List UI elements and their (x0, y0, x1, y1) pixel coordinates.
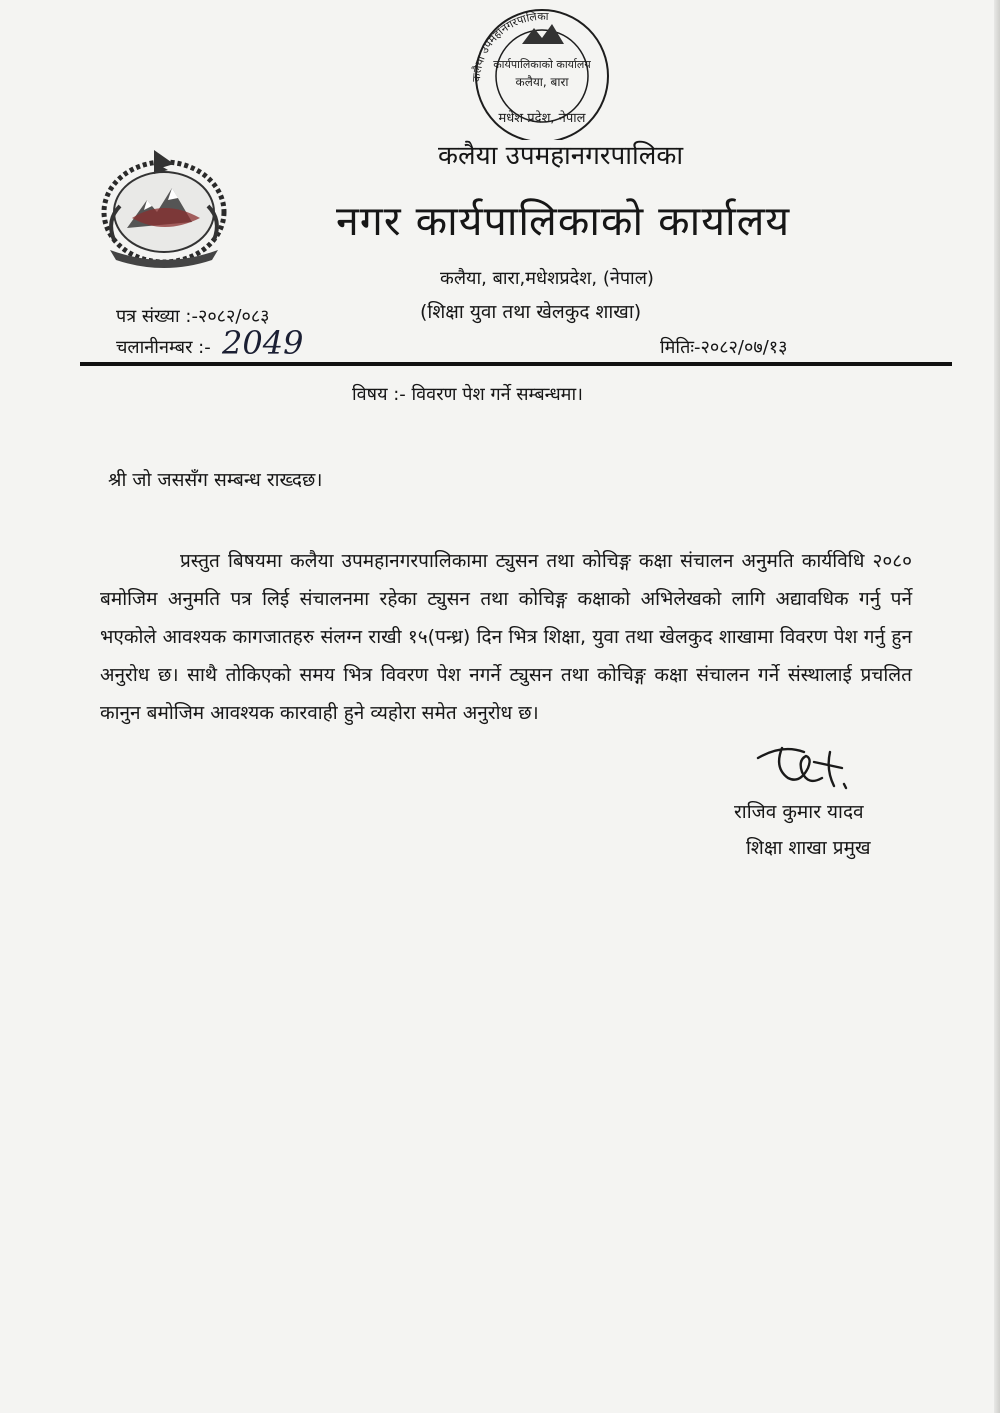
office-section: (शिक्षा युवा तथा खेलकुद शाखा) (420, 301, 642, 323)
letter-body: प्रस्तुत बिषयमा कलैया उपमहानगरपालिकामा ट्युसन तथा कोचिङ्ग कक्षा संचालन अनुमति कार्यविधि २०८० बमोजिम अनुमति पत्र लिई संचालनमा रहेका ट्युसन तथा कोचिङ्ग कक्षाको अभिलेखको लागि अद्यावधिक गर्नु पर्ने भएकोले आवश्यक कागजातहरु संलग्न राखी १५(पन्ध्र) दिन भित्र शिक्षा, युवा तथा खेलकुद शाखामा विवरण पेश गर्नु हुन अनुरोध छ। साथै तोकिएको समय भित्र विवरण पेश नगर्ने ट्युसन तथा कोचिङ्ग कक्षा संचालन गर्ने संस्थालाई प्रचलित कानुन बमोजिम आवश्यक कारवाही हुने व्यहोरा समेत अनुरोध छ। (100, 550, 912, 724)
office-stamp (462, 4, 622, 140)
signatory-name: राजिव कुमार यादव (734, 801, 864, 823)
municipality-name: कलैया उपमहानगरपालिका (438, 141, 684, 171)
header-divider (80, 362, 952, 366)
signatory-title: शिक्षा शाखा प्रमुख (746, 837, 871, 859)
dispatch-number-label: चलानीनम्बर :- (116, 337, 211, 358)
stamp-arc-text: कलैया उपमहानगरपालिका (469, 9, 549, 83)
letter-subject: विषय :- विवरण पेश गर्ने सम्बन्धमा। (352, 384, 583, 405)
stamp-line-2: कार्यपालिकाको कार्यालय (493, 58, 591, 71)
dispatch-number-handwritten: 2049 (222, 324, 304, 362)
letter-date: मितिः-२०८२/०७/१३ (660, 337, 788, 358)
office-address: कलैया, बारा,मधेशप्रदेश, (नेपाल) (440, 268, 654, 289)
svg-text:कलैया उपमहानगरपालिका (470, 10, 549, 82)
office-title: नगर कार्यपालिकाको कार्यालय (336, 197, 791, 245)
stamp-line-4: मधेश प्रदेश, नेपाल (498, 111, 586, 126)
salutation: श्री जो जससँग सम्बन्ध राख्दछ। (108, 469, 323, 491)
nepal-emblem-icon (92, 140, 237, 270)
signature-icon (752, 738, 852, 794)
letter-number: पत्र संख्या :-२०८२/०८३ (116, 306, 270, 327)
stamp-line-3: कलैया, बारा (515, 75, 569, 89)
page-edge (994, 0, 1000, 1413)
